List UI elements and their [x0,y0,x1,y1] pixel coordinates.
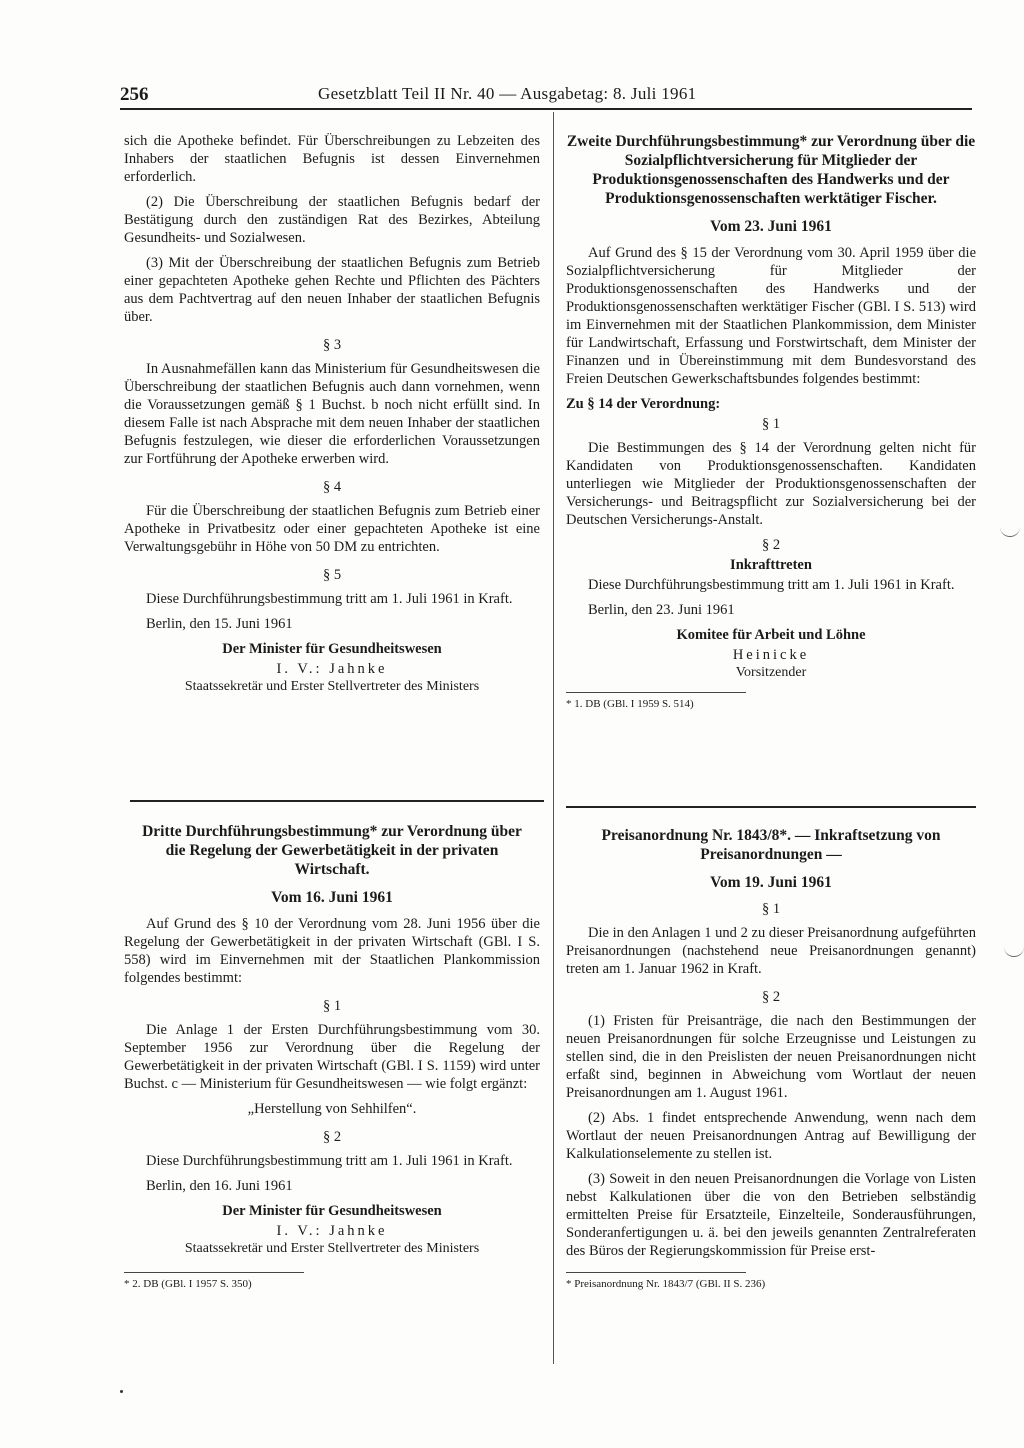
paragraph: Diese Durchführungsbestimmung tritt am 1. Juli 1961 in Kraft. [588,577,955,593]
section-heading: § 4 [322,479,342,495]
page-header [120,84,972,110]
paragraph: (2) Abs. 1 findet entsprechende Anwendung, wenn nach dem Wortlaut der neuen Preisanordnungen Antrag auf Bewilligung der Kalkulationselemente zu stellen ist. [566,1110,976,1162]
signature-name: Heinicke [732,647,810,663]
place-date: Berlin, den 23. Juni 1961 [588,602,735,618]
right-column-bottom [566,826,976,1293]
paragraph: (2) Die Überschreibung der staatlichen Befugnis bedarf der Bestätigung durch den zuständigen Rat des Bezirkes, Abteilung Gesundheits- und Sozialwesen. [124,194,540,246]
section-heading: § 2 [761,537,781,553]
left-column-top [124,132,540,696]
paragraph: (3) Soweit in den neuen Preisanordnungen die Vorlage von Listen nebst Kalkulationen über die von den Betrieben selbständig ermittelten Preise für Ersatzteile, Einzelteile, Sonderausführungen, Sonderanfertigungen u. ä. bei den jeweils genannten Zentralreferaten des Büros der Regierungskommission für Preise erst- [566,1171,976,1259]
page-number: 256 [120,84,149,105]
paragraph: Die Bestimmungen des § 14 der Verordnung gelten nicht für Kandidaten von Produktionsgenossenschaften. Kandidaten unterliegen wie Mitglieder der Produktionsgenossenschaften der Versicherungs- und Beitragspflicht zur Sozialversicherung bei der Deutschen Versicherungs-Anstalt. [566,440,976,528]
paragraph: sich die Apotheke befindet. Für Überschreibungen zu Lebzeiten des Inhabers der staatlichen Befugnis ist dessen Einvernehmen erforderlich. [124,133,540,185]
document-title: Dritte Durchführungsbestimmung* zur Verordnung über die Regelung der Gewerbetätigkeit in der privaten Wirtschaft. [142,823,522,878]
scan-mark [1000,526,1020,537]
section-separator [566,806,976,808]
subheading: Zu § 14 der Verordnung: [566,396,721,412]
document-date: Vom 19. Juni 1961 [710,874,832,891]
paragraph: (1) Fristen für Preisanträge, die nach den Bestimmungen der neuen Preisanordnungen für solche Erzeugnisse und Leistungen zu stellen sind, die in den Preislisten der neuen Preisanordnungen nicht erfaßt sind, beginnen in Abweichung vom Wortlaut der neuen Preisanordnungen am 1. August 1961. [566,1013,976,1101]
signature-organization: Der Minister für Gesundheitswesen [222,1203,442,1219]
signature-role: Staatssekretär und Erster Stellvertreter des Ministers [184,679,480,694]
document-date: Vom 23. Juni 1961 [710,218,832,235]
section-heading: § 3 [322,337,342,353]
scan-mark [1004,946,1024,957]
paragraph: In Ausnahmefällen kann das Ministerium für Gesundheitswesen die Überschreibung der staatlichen Befugnis auch dann vornehmen, wenn die Voraussetzungen gemäß § 1 Buchst. b noch nicht erfüllt sind. In diesem Falle ist nach Absprache mit dem neuen Inhaber der staatlichen Befugnis festzulegen, wie dieser die erforderlichen Voraussetzungen zur Fortführung der Apotheke erwerben wird. [124,361,540,467]
paragraph: Auf Grund des § 10 der Verordnung vom 28. Juni 1956 über die Regelung der Gewerbetätigkeit in der privaten Wirtschaft (GBl. I S. 558) wird im Einvernehmen mit der Staatlichen Plankommission folgendes bestimmt: [124,916,540,986]
place-date: Berlin, den 16. Juni 1961 [146,1178,293,1194]
section-heading: § 5 [322,567,342,583]
section-heading: § 1 [761,416,781,432]
right-column-top [566,132,976,713]
paragraph: Für die Überschreibung der staatlichen Befugnis zum Betrieb einer Apotheke in Privatbesitz oder einer gepachteten Apotheke ist eine Verwaltungsgebühr in Höhe von 50 DM zu entrichten. [124,503,540,555]
footnote: * 1. DB (GBl. I 1959 S. 514) [566,698,694,710]
signature-role: Staatssekretär und Erster Stellvertreter des Ministers [184,1241,480,1256]
document-date: Vom 16. Juni 1961 [271,889,393,906]
paragraph: Die Anlage 1 der Ersten Durchführungsbestimmung vom 30. September 1956 zur Verordnung über die Regelung der Gewerbetätigkeit in der privaten Wirtschaft (GBl. I S. 1159) wird unter Buchst. c — Ministerium für Gesundheitswesen — wie folgt ergänzt: [124,1022,540,1092]
document-title: Zweite Durchführungsbestimmung* zur Verordnung über die Sozialpflichtversicherung für Mitglieder der Produktionsgenossenschaften des Handwerks und der Produktionsgenossenschaften werktätiger Fischer. [566,133,976,207]
signature-organization: Der Minister für Gesundheitswesen [222,641,442,657]
signature-name: I. V.: Jahnke [276,1223,388,1239]
signature-organization: Komitee für Arbeit und Löhne [676,627,866,643]
section-heading: § 2 [322,1129,342,1145]
footnote-rule [566,692,746,693]
paragraph: (3) Mit der Überschreibung der staatlichen Befugnis zum Betrieb einer gepachteten Apotheke gehen Rechte und Pflichten des Pächters aus dem Pachtvertrag auf den neuen Inhaber der staatlichen Befugnis über. [124,255,540,325]
section-subtitle: Inkrafttreten [730,557,812,573]
column-divider [553,112,554,1364]
left-column-bottom [124,822,540,1293]
paragraph: Diese Durchführungsbestimmung tritt am 1. Juli 1961 in Kraft. [146,591,513,607]
footnote-rule [124,1272,304,1273]
section-separator [130,800,544,802]
paragraph: Auf Grund des § 15 der Verordnung vom 30. April 1959 über die Sozialpflichtversicherung für Mitglieder der Produktionsgenossenschaften des Handwerks und der Produktionsgenossenschaften werktätiger Fischer (GBl. I S. 513) wird im Einvernehmen mit der Staatlichen Plankommission, dem Minister für Landwirtschaft, Erfassung und Forstwirtschaft, dem Minister der Finanzen und in Übereinstimmung mit dem Bundesvorstand des Freien Deutschen Gewerkschaftsbundes folgendes bestimmt: [566,245,976,387]
footnote: * Preisanordnung Nr. 1843/7 (GBl. II S. 236) [566,1278,766,1290]
paragraph: Die in den Anlagen 1 und 2 zu dieser Preisanordnung aufgeführten Preisanordnungen (nachstehend neue Preisanordnungen genannt) treten am 1. Januar 1962 in Kraft. [566,925,976,977]
quoted-addition: „Herstellung von Sehhilfen“. [247,1101,417,1117]
document-title: Preisanordnung Nr. 1843/8*. — Inkraftsetzung von Preisanordnungen — [601,827,941,863]
footnote-rule [566,1272,746,1273]
paragraph: Diese Durchführungsbestimmung tritt am 1. Juli 1961 in Kraft. [146,1153,513,1169]
section-heading: § 2 [761,989,781,1005]
section-heading: § 1 [761,901,781,917]
signature-name: I. V.: Jahnke [276,661,388,677]
header-title: Gesetzblatt Teil II Nr. 40 — Ausgabetag: 8. Juli 1961 [318,84,697,103]
signature-role: Vorsitzender [735,665,807,680]
place-date: Berlin, den 15. Juni 1961 [146,616,293,632]
footnote: * 2. DB (GBl. I 1957 S. 350) [124,1278,252,1290]
section-heading: § 1 [322,998,342,1014]
scan-dot [120,1390,123,1393]
